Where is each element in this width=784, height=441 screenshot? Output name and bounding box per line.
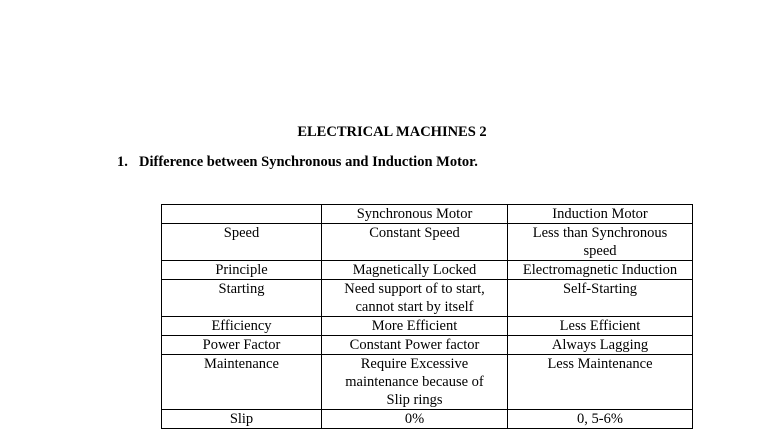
induction-cell: Less Efficient [508,317,693,336]
induction-cell: Less than Synchronous speed [508,224,693,261]
synchronous-cell: Require Excessive maintenance because of Slip rings [322,355,508,410]
row-label-cell: Power Factor [162,336,322,355]
section-number: 1. [117,154,128,170]
synchronous-cell: Constant Speed [322,224,508,261]
table-row-principle [162,261,693,280]
synchronous-cell: Magnetically Locked [322,261,508,280]
table-row-efficiency [162,317,693,336]
induction-cell: Less Maintenance [508,355,693,410]
synchronous-cell: 0% [322,410,508,429]
synchronous-cell: Need support of to start, cannot start by itself [322,280,508,317]
section-heading-text: Difference between Synchronous and Induction Motor. [139,154,478,170]
induction-cell: Always Lagging [508,336,693,355]
table-row-starting [162,280,693,317]
header-cell-induction-motor: Induction Motor [508,205,693,224]
row-label-cell: Starting [162,280,322,317]
table-row-maintenance [162,355,693,410]
induction-cell: Self-Starting [508,280,693,317]
section-heading [117,153,478,171]
header-cell-synchronous-motor: Synchronous Motor [322,205,508,224]
induction-cell: 0, 5-6% [508,410,693,429]
row-label-cell: Efficiency [162,317,322,336]
table-row-power-factor [162,336,693,355]
table-row-speed [162,224,693,261]
row-label-cell: Principle [162,261,322,280]
induction-cell: Electromagnetic Induction [508,261,693,280]
synchronous-cell: Constant Power factor [322,336,508,355]
comparison-table [161,204,693,429]
table-row-slip [162,410,693,429]
row-label-cell: Maintenance [162,355,322,410]
document-title: ELECTRICAL MACHINES 2 [297,124,487,140]
row-label-cell: Slip [162,410,322,429]
synchronous-cell: More Efficient [322,317,508,336]
row-label-cell: Speed [162,224,322,261]
table-header-row [162,205,693,224]
header-cell-empty [162,205,322,224]
